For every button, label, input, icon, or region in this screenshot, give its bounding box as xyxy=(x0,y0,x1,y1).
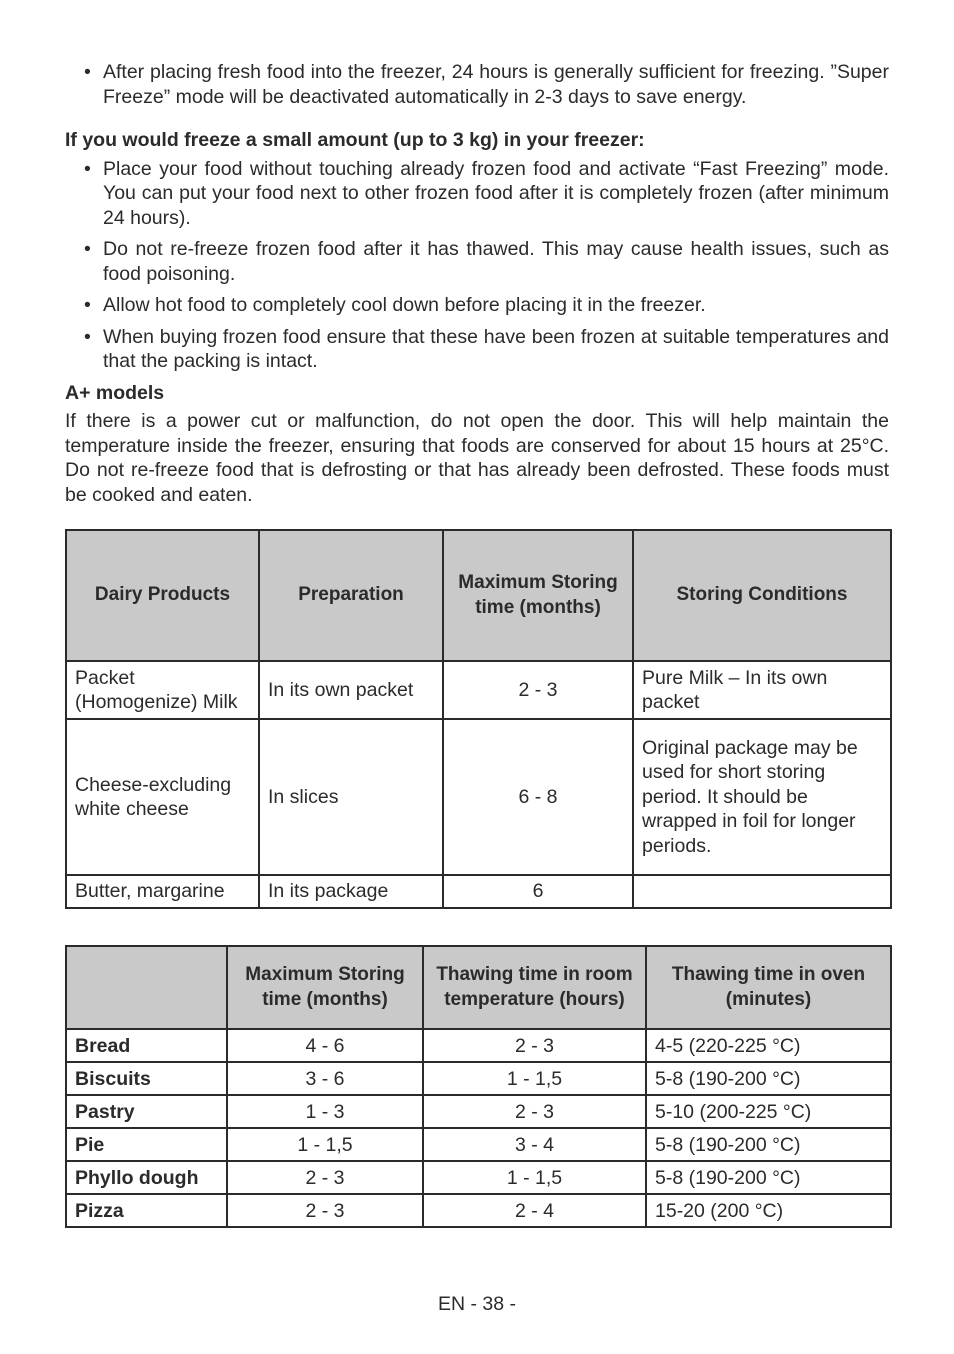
table-row xyxy=(66,1095,891,1128)
table-cell: 2 - 3 xyxy=(443,661,633,719)
column-header: Thawing time in oven (minutes) xyxy=(646,946,891,1029)
table-cell: 4 - 6 xyxy=(227,1029,423,1062)
intro-bullet-list xyxy=(65,60,889,109)
table-row xyxy=(66,1128,891,1161)
table-row xyxy=(66,661,891,719)
table-cell: 2 - 4 xyxy=(423,1194,646,1227)
list-item: • When buying frozen food ensure that these have been frozen at suitable temperatures and that the packing is intact. xyxy=(65,325,889,374)
table-cell: 5-10 (200-225 °C) xyxy=(646,1095,891,1128)
column-header: Maximum Storing time (months) xyxy=(443,530,633,661)
table-cell: 1 - 1,5 xyxy=(423,1161,646,1194)
table-cell: Pure Milk – In its own packet xyxy=(633,661,891,719)
table-cell: 1 - 1,5 xyxy=(227,1128,423,1161)
table-cell: 1 - 3 xyxy=(227,1095,423,1128)
column-header xyxy=(66,946,227,1029)
table-row xyxy=(66,1062,891,1095)
column-header: Maximum Storing time (months) xyxy=(227,946,423,1029)
table-cell: 2 - 3 xyxy=(227,1161,423,1194)
bakery-products-table xyxy=(65,945,892,1228)
table-cell: Pastry xyxy=(66,1095,227,1128)
table-cell xyxy=(633,875,891,908)
table-cell: Pie xyxy=(66,1128,227,1161)
page-content xyxy=(65,60,889,507)
column-header: Preparation xyxy=(259,530,443,661)
table-cell: Phyllo dough xyxy=(66,1161,227,1194)
table-cell: 1 - 1,5 xyxy=(423,1062,646,1095)
column-header: Storing Conditions xyxy=(633,530,891,661)
table-cell: 4-5 (220-225 °C) xyxy=(646,1029,891,1062)
table-cell: 3 - 4 xyxy=(423,1128,646,1161)
table-cell: 6 xyxy=(443,875,633,908)
table-cell: 2 - 3 xyxy=(423,1029,646,1062)
table-row xyxy=(66,1029,891,1062)
table-cell: 3 - 6 xyxy=(227,1062,423,1095)
small-amount-bullet-list xyxy=(65,157,889,374)
table-cell: 2 - 3 xyxy=(227,1194,423,1227)
table-cell: In its package xyxy=(259,875,443,908)
table-row xyxy=(66,1161,891,1194)
table-cell: 15-20 (200 °C) xyxy=(646,1194,891,1227)
column-header: Thawing time in room temperature (hours) xyxy=(423,946,646,1029)
table-header-row xyxy=(66,946,891,1029)
column-header: Dairy Products xyxy=(66,530,259,661)
table-cell: Bread xyxy=(66,1029,227,1062)
table-cell: Biscuits xyxy=(66,1062,227,1095)
table-cell: In its own packet xyxy=(259,661,443,719)
a-plus-heading: A+ models xyxy=(65,381,165,404)
dairy-products-table xyxy=(65,529,892,909)
table-cell: Butter, margarine xyxy=(66,875,259,908)
a-plus-paragraph: If there is a power cut or malfunction, do not open the door. This will help maintain the temperature inside the freezer, ensuring that foods are conserved for about 15 hours at 25°C. Do not re-freeze food that is defrosting or that has already been defrosted. These foods must be cooked and eaten. xyxy=(65,410,889,506)
table-row xyxy=(66,719,891,875)
table-cell: 5-8 (190-200 °C) xyxy=(646,1062,891,1095)
table-header-row xyxy=(66,530,891,661)
table-cell: Cheese-excluding white cheese xyxy=(66,719,259,875)
table-cell: 5-8 (190-200 °C) xyxy=(646,1128,891,1161)
table-cell: In slices xyxy=(259,719,443,875)
table-cell: Original package may be used for short storing period. It should be wrapped in foil for longer periods. xyxy=(633,719,891,875)
table-row xyxy=(66,875,891,908)
table-cell: 5-8 (190-200 °C) xyxy=(646,1161,891,1194)
page-number: EN - 38 - xyxy=(437,1293,517,1315)
table-cell: 2 - 3 xyxy=(423,1095,646,1128)
small-amount-heading: If you would freeze a small amount (up to 3 kg) in your freezer: xyxy=(65,129,645,151)
list-item: • Do not re-freeze frozen food after it has thawed. This may cause health issues, such as food poisoning. xyxy=(65,237,889,286)
list-item: • Allow hot food to completely cool down before placing it in the freezer. xyxy=(65,293,889,318)
table-cell: 6 - 8 xyxy=(443,719,633,875)
list-item: • After placing fresh food into the freezer, 24 hours is generally sufficient for freezing. ”Super Freeze” mode will be deactivated automatically in 2-3 days to save energy. xyxy=(65,60,889,109)
table-cell: Pizza xyxy=(66,1194,227,1227)
table-row xyxy=(66,1194,891,1227)
list-item: • Place your food without touching already frozen food and activate “Fast Freezing” mode. You can put your food next to other frozen food after it is completely frozen (after minimum 24 hours). xyxy=(65,157,889,231)
table-cell: Packet (Homogenize) Milk xyxy=(66,661,259,719)
